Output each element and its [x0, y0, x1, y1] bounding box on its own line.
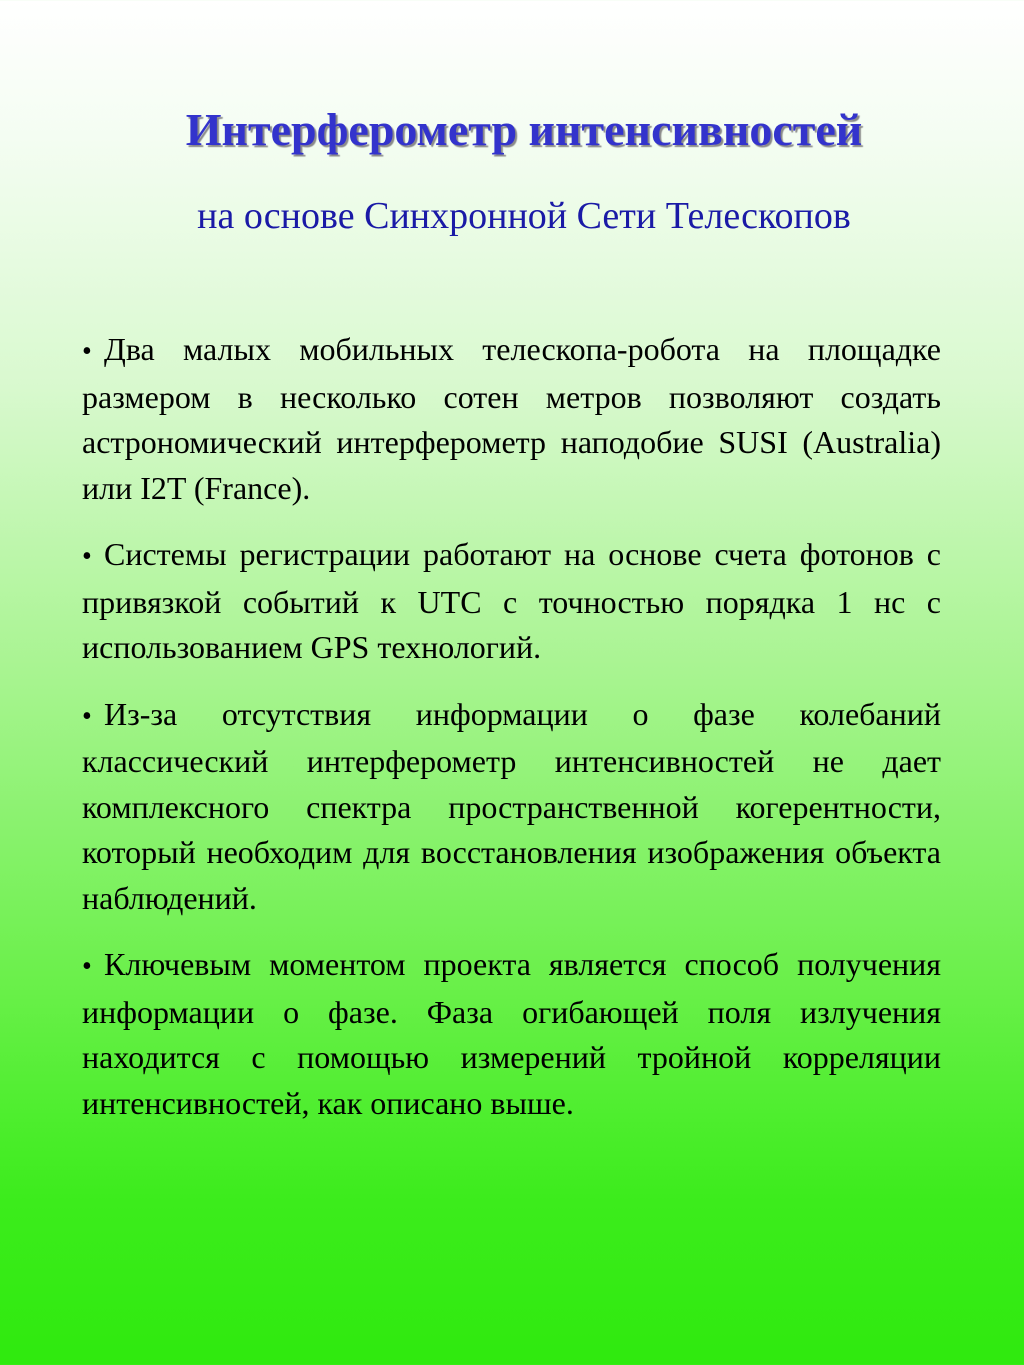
slide-title: Интерферометр интенсивностей [185, 104, 863, 155]
bullet-marker: • [82, 541, 92, 572]
bullet-text: Системы регистрации работают на основе счета фотонов с привязкой событий к UTC с точностью порядка 1 нс с использованием GPS технологий. [82, 536, 941, 665]
bullet-item [82, 942, 941, 1126]
bullet-marker: • [82, 336, 92, 367]
bullet-item [82, 692, 941, 922]
bullet-text: Два малых мобильных телескопа-робота на площадке размером в несколько сотен метров позволяют создать астрономический интерферометр наподобие SUSI (Australia) или I2T (France). [82, 331, 941, 506]
slide-subtitle: на основе Синхронной Сети Телескопов [197, 195, 851, 237]
bullet-marker: • [82, 951, 92, 982]
bullet-item [82, 327, 941, 511]
bullet-item [82, 532, 941, 671]
bullet-list [82, 327, 941, 1147]
bullet-text: Ключевым моментом проекта является способ получения информации о фазе. Фаза огибающей поля излучения находится с помощью измерений тройной корреляции интенсивностей, как описано выше. [82, 946, 941, 1121]
bullet-marker: • [82, 700, 92, 732]
bullet-text: Из-за отсутствия информации о фазе колебаний классический интерферометр интенсивностей не дает комплексного спектра пространственной когерентности, который необходим для восстановления изображения объекта наблюдений. [82, 695, 941, 916]
